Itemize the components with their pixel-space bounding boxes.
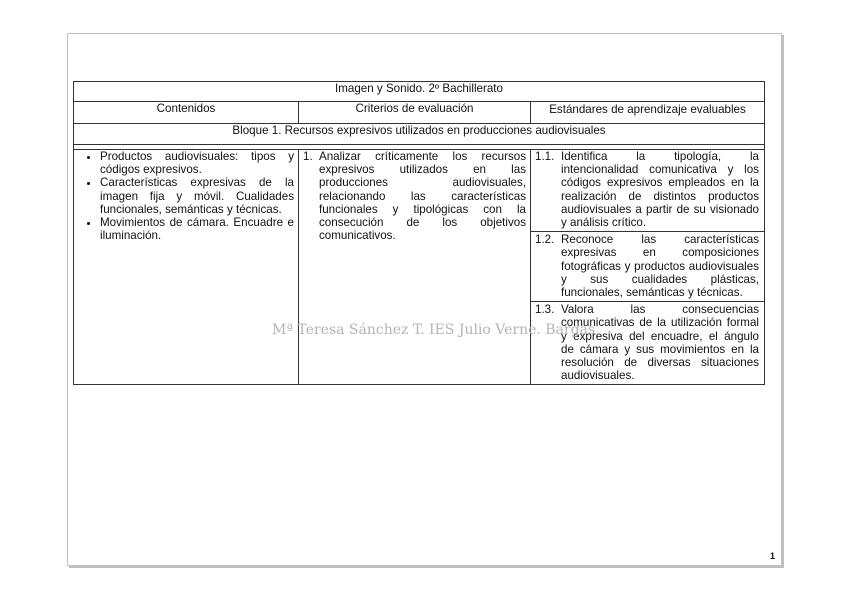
estandar-text: Valora las consecuencias comunicativas de la utilización formal y expresiva del encuadre, el ángulo de cámara y sus movimientos en la resolución de diversas situaciones audiovisuales. xyxy=(561,303,759,383)
estandar-number: 1.2. xyxy=(535,233,555,247)
watermark: Mª Teresa Sánchez T. IES Julio Verne. Bargas xyxy=(272,322,596,338)
contenidos-list xyxy=(74,150,298,242)
column-header-estandares: Estándares de aprendizaje evaluables xyxy=(531,102,765,124)
block-title: Bloque 1. Recursos expresivos utilizados en producciones audiovisuales xyxy=(74,124,765,145)
curriculum-table xyxy=(73,81,765,385)
estandar-item xyxy=(531,150,764,231)
page-number: 1 xyxy=(769,551,775,561)
estandar-number: 1.1. xyxy=(535,150,555,163)
document-page xyxy=(67,33,782,566)
estandar-text: Identifica la tipología, la intencionalidad comunicativa y los códigos expresivos empleados en la realización de distintos productos audiovisuales a partir de su visionado y análisis crítico. xyxy=(561,150,759,230)
list-item: • Características expresivas de la imagen fija y móvil. Cualidades funcionales, semánticas y técnicas. xyxy=(100,176,294,216)
estandar-item xyxy=(531,231,764,301)
criterio-item xyxy=(299,150,530,242)
table-title: Imagen y Sonido. 2º Bachillerato xyxy=(74,82,765,102)
contenidos-cell xyxy=(74,150,299,385)
estandar-text: Reconoce las características expresivas en composiciones fotográficas y productos audiovisuales y sus cualidades plásticas, funcionales, semánticas y técnicas. xyxy=(561,233,759,300)
criterio-number: 1. xyxy=(303,150,313,163)
estandar-number: 1.3. xyxy=(535,303,555,317)
estandar-item xyxy=(531,301,764,384)
criterio-text: Analizar críticamente los recursos expresivos utilizados en las producciones audiovisuales, relacionando las características funcionales y tipológicas con la consecución de los objetivos comunicativos. xyxy=(319,150,526,243)
column-header-contenidos: Contenidos xyxy=(74,102,299,124)
estandares-cell xyxy=(531,150,765,385)
list-item: • Productos audiovisuales: tipos y códigos expresivos. xyxy=(100,150,294,176)
criterios-cell xyxy=(299,150,531,385)
list-item: • Movimientos de cámara. Encuadre e iluminación. xyxy=(100,216,294,242)
column-header-criterios: Criterios de evaluación xyxy=(299,102,531,124)
